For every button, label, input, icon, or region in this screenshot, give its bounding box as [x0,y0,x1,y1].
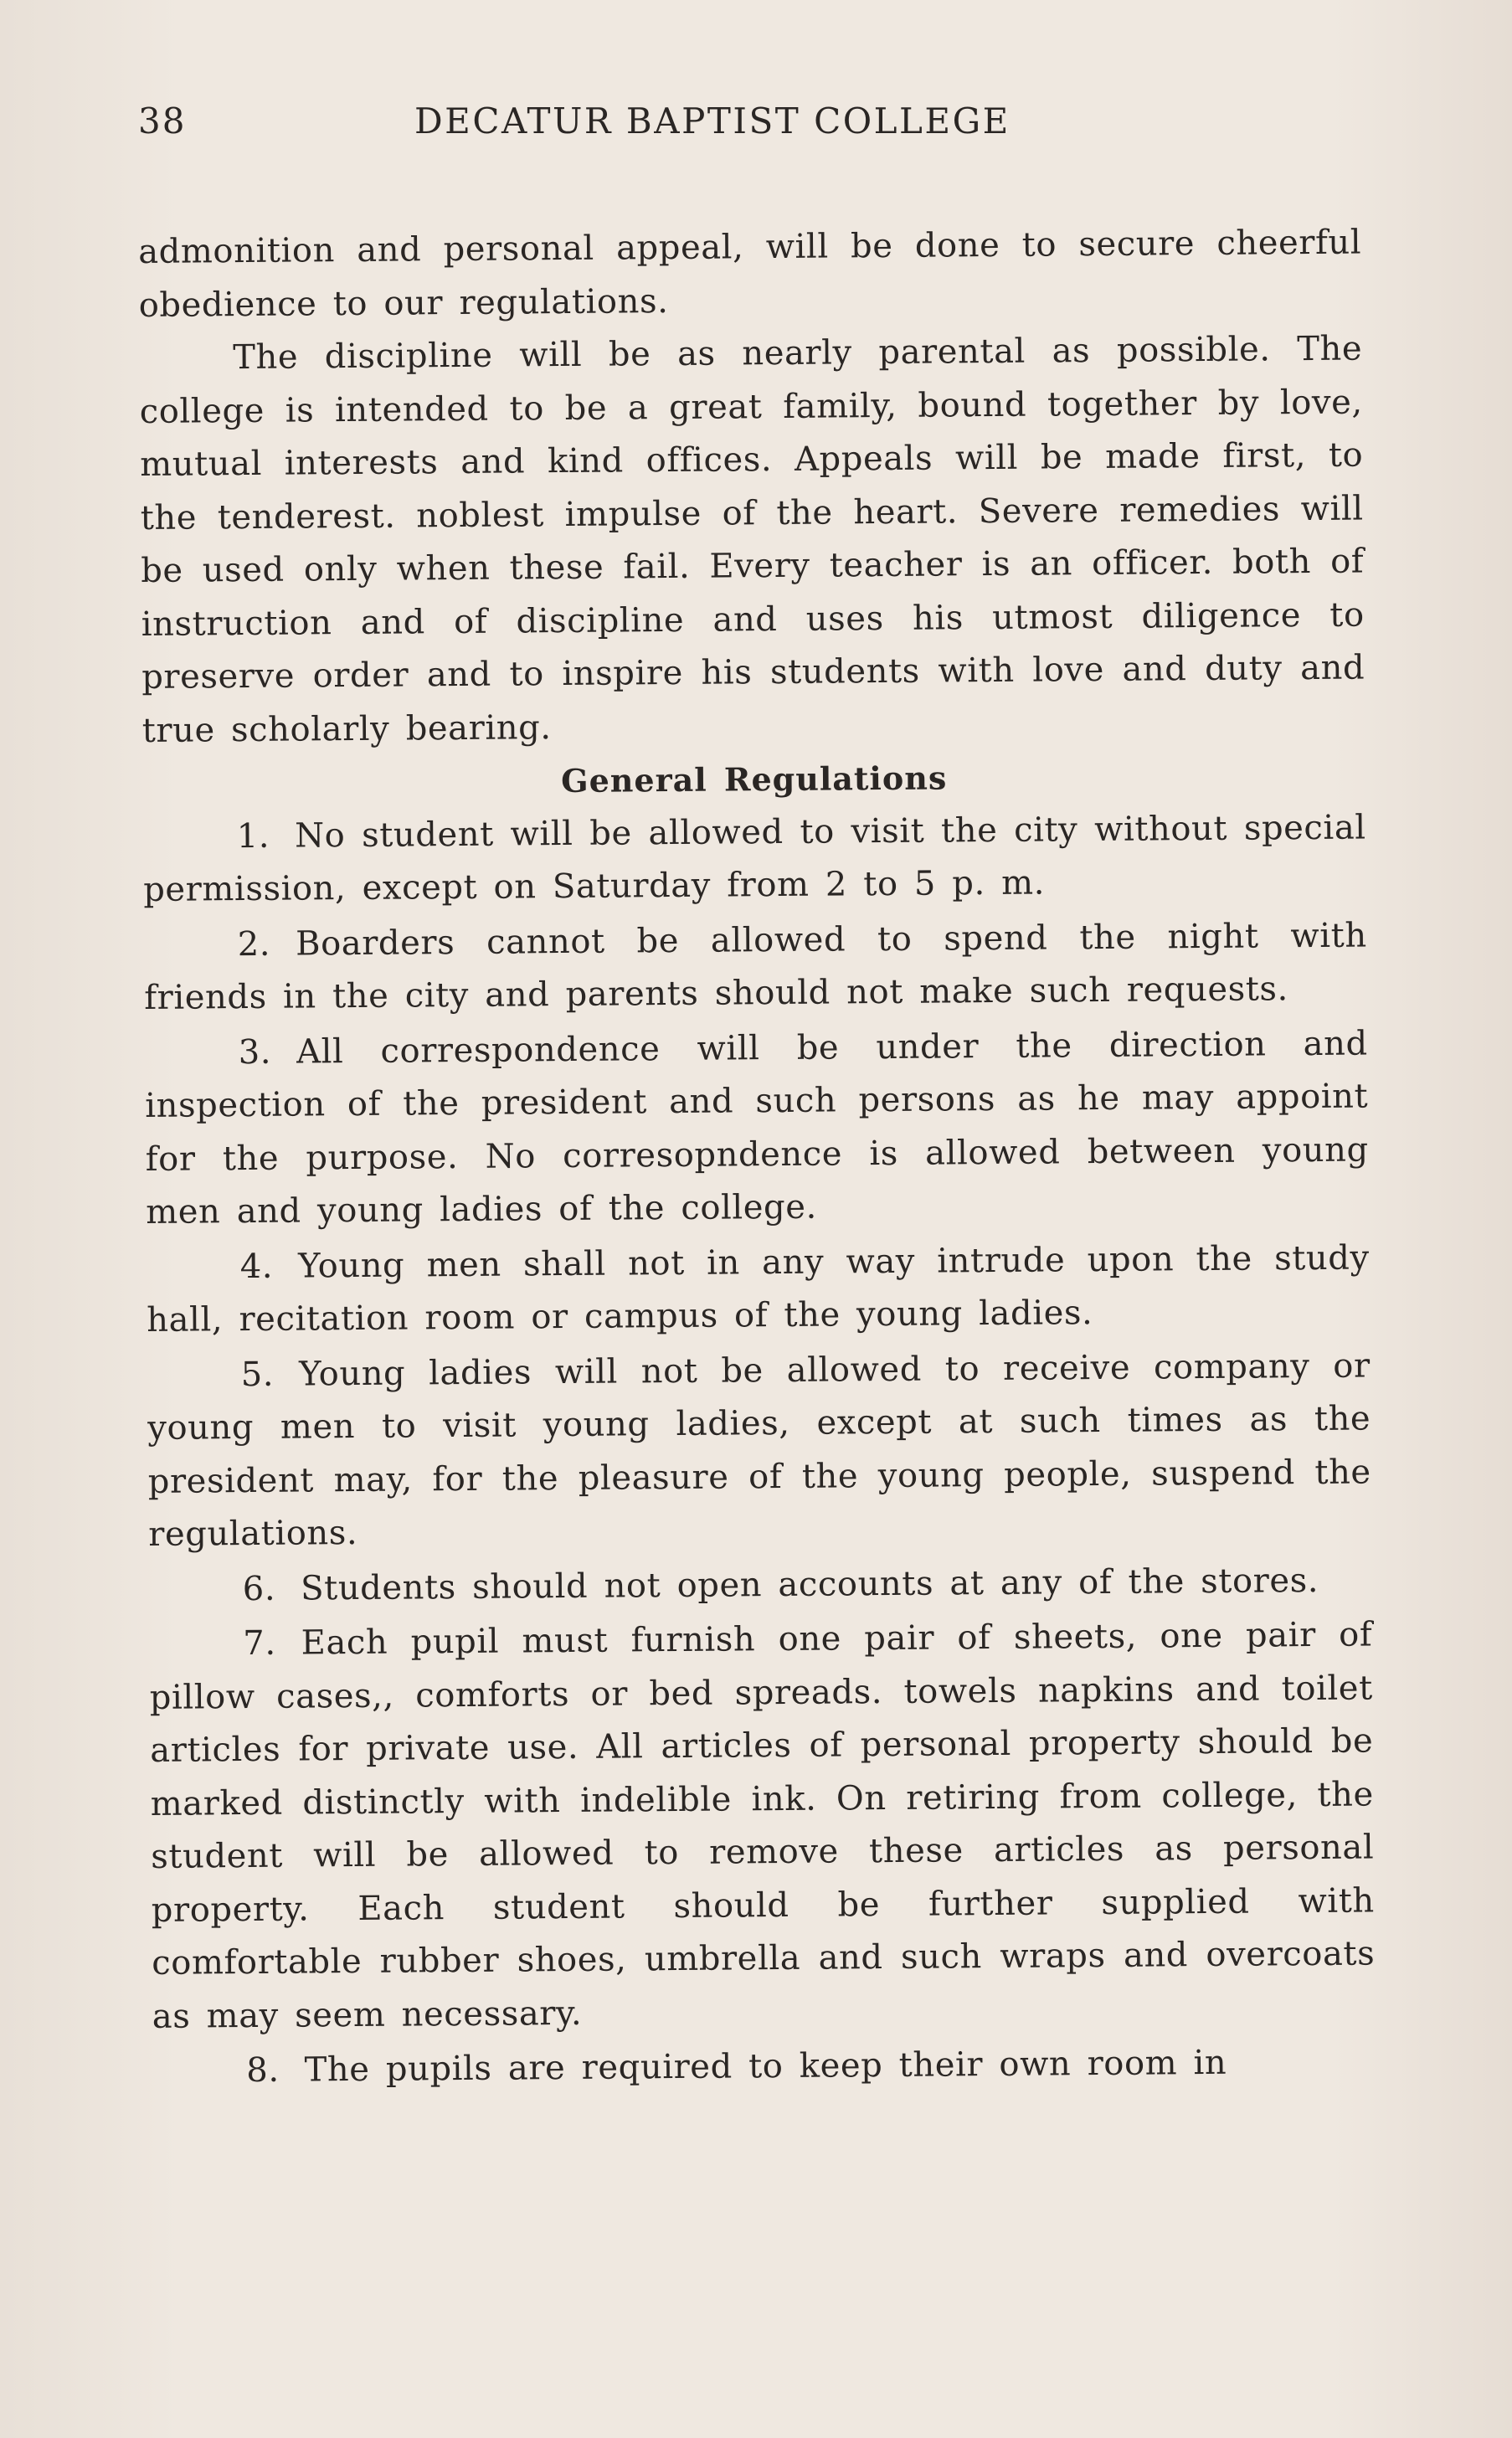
regulations-list [142,801,1376,2098]
body-text [138,217,1376,2099]
regulation-text: Each pupil must furnish one pair of sheets, one pair of pillow cases,, comforts or bed spreads. towels napkins and toilet articles for private use. All articles of personal property should be marked distinctly with indelible ink. On retiring from college, the student will be allowed to remove these articles as personal property. Each student should be further supplied with comfortable rubber shoes, umbrella and such wraps and overcoats as may seem necessary. [149,1615,1376,2036]
running-head: DECATUR BAPTIST COLLEGE [414,100,1011,141]
regulation-text: No student will be allowed to visit the city without special permission, except on Saturday from 2 to 5 p. m. [143,808,1366,909]
section-heading: General Regulations [560,759,948,800]
regulation-number: 8. [246,2050,280,2091]
regulation-number: 1. [236,816,270,856]
regulation-item [147,1232,1371,1347]
discipline-paragraph: The discipline will be as nearly parental as possible. The college is intended to be a great family, bound together by love, mutual interests and kind offices. Appeals will be made first, to the tenderest. noblest impulse of the heart. Severe remedies will be used only when these fail. Every teacher is an officer. both of instruction and of discipline and uses his utmost diligence to preserve order and to inspire his students with love and duty and true scholarly bearing. [139,329,1365,750]
regulation-item [149,1608,1376,2043]
regulation-item [142,801,1366,917]
regulation-number: 5. [240,1355,275,1394]
continuation-paragraph: admonition and personal appeal, will be done to secure cheerful obedience to our regulations. [138,223,1362,325]
regulation-item [152,2035,1376,2098]
regulation-text: Young men shall not in any way intrude upon the study hall, recitation room or campus of the young ladies. [147,1237,1370,1340]
regulation-number: 2. [237,924,271,964]
regulation-item [145,1017,1370,1239]
regulation-text: Students should not open accounts at any of the stores. [300,1561,1319,1608]
regulation-text: The pupils are required to keep their own room in [304,2043,1227,2090]
regulation-item [147,1340,1372,1561]
regulation-number: 6. [242,1569,276,1608]
regulation-text: All correspondence will be under the direction and inspection of the president and such persons as he may appoint for the purpose. No corresopndence is allowed between young men and young ladies of the college. [145,1023,1369,1232]
regulation-number: 7. [243,1623,276,1664]
page-header [138,100,1361,176]
page-number: 38 [138,100,187,141]
regulation-item [143,909,1367,1025]
regulation-text: Boarders cannot be allowed to spend the night with friends in the city and parents should not make such requests. [144,915,1367,1017]
regulation-text: Young ladies will not be allowed to receive company or young men to visit young ladies, except at such times as the president may, for the pleasure of the young people, suspend the regulations. [147,1345,1371,1554]
regulation-number: 4. [239,1247,274,1286]
regulation-number: 3. [238,1032,272,1072]
regulation-item [149,1554,1372,1617]
